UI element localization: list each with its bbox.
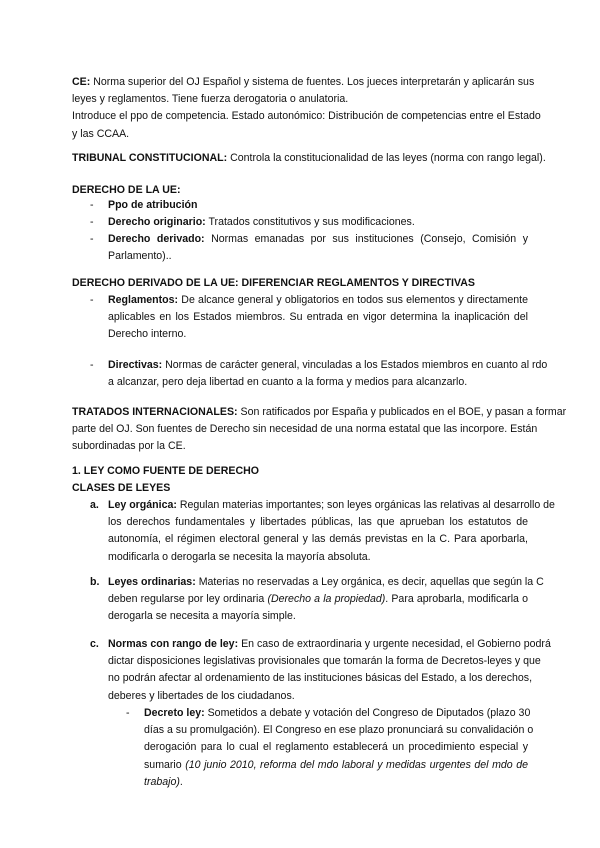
rango-marker: c. [90, 638, 99, 650]
tc-text: Controla la constitucionalidad de las leyes (norma con rango legal). [230, 152, 546, 164]
tratados-paragraph [72, 404, 567, 456]
ue-item-3-line-1: Normas emanadas por sus instituciones (Consejo, Comisión y [211, 233, 528, 245]
directivas-line-2: a alcanzar, pero deja libertad en cuanto a la forma y medios para alcanzarlo. [108, 376, 468, 389]
decreto-item [144, 705, 534, 791]
directivas-label: Directivas: [108, 359, 163, 371]
ordinarias-line-2a: deben regularse por ley ordinaria [108, 593, 265, 606]
ordinarias-line-3: derogarla se necesita a mayoría simple. [108, 610, 296, 623]
ordinarias-item [108, 574, 544, 626]
reglamentos-bullet: - [90, 294, 94, 306]
tc-label: TRIBUNAL CONSTITUCIONAL: [72, 152, 228, 164]
organica-line-4: modificarla o derogarla se necesita la mayoría absoluta. [108, 550, 371, 563]
ce-line-1: Norma superior del OJ Español y sistema de fuentes. Los jueces interpretarán y aplicarán sus [93, 76, 535, 88]
ordinarias-line-2b: . Para aprobarla, modificarla o [385, 593, 528, 606]
decreto-label: Decreto ley: [144, 707, 205, 719]
ue-heading: DERECHO DE LA UE: [72, 184, 181, 196]
rango-line-3: no podrán afectar al ordenamiento de las instituciones básicas del Estado, a los derechos, [108, 672, 533, 685]
decreto-line-5-italic: trabajo) [144, 775, 180, 788]
tratados-label: TRATADOS INTERNACIONALES: [72, 406, 238, 418]
organica-line-2: los derechos fundamentales y libertades públicas, las que aprueban los estatutos de [108, 516, 528, 529]
ue-item-1: Ppo de atribución [108, 199, 198, 211]
tratados-line-1: Son ratificados por España y publicados en el BOE, y pasan a formar [240, 406, 567, 418]
ley-heading: 1. LEY COMO FUENTE DE DERECHO [72, 465, 259, 477]
ce-line-2: leyes y reglamentos. Tiene fuerza derogatoria o anulatoria. [72, 93, 349, 106]
directivas-item [108, 357, 548, 391]
decreto-line-3: derogación para lo cual el reglamento establecerá un procedimiento especial y [144, 741, 528, 754]
reglamentos-line-1: De alcance general y obligatorios en todos sus elementos y directamente [181, 294, 528, 306]
derivado-heading: DERECHO DERIVADO DE LA UE: DIFERENCIAR REGLAMENTOS Y DIRECTIVAS [72, 277, 475, 289]
ue-bullet-1: - [90, 199, 94, 211]
reglamentos-line-3: Derecho interno. [108, 328, 187, 341]
organica-marker: a. [90, 499, 99, 511]
ue-item-3-label: Derecho derivado: [108, 233, 205, 245]
organica-line-3: autonomía, el régimen electoral general y las demás previstas en la C. Para aporbarla, [108, 533, 528, 546]
rango-line-1: En caso de extraordinaria y urgente necesidad, el Gobierno podrá [241, 638, 551, 650]
decreto-line-2: días a su promulgación). El Congreso en ese plazo pronunciará su convalidación o [144, 724, 534, 737]
ordinarias-line-1: Materias no reservadas a Ley orgánica, es decir, aquellas que según la C [198, 576, 544, 588]
clases-heading: CLASES DE LEYES [72, 482, 171, 494]
ue-bullet-3: - [90, 233, 94, 245]
ue-item-3-line-2: Parlamento).. [108, 250, 172, 263]
ce-line-3: Introduce el ppo de competencia. Estado autonómico: Distribución de competencias entre el Estado [72, 110, 541, 123]
decreto-bullet: - [126, 707, 130, 719]
reglamentos-label: Reglamentos: [108, 294, 179, 306]
ce-paragraph [72, 74, 541, 143]
ue-item-3 [108, 231, 528, 265]
organica-line-1: Regulan materias importantes; son leyes orgánicas las relativas al desarrollo de [179, 499, 555, 511]
decreto-line-4-italic: (10 junio 2010, reforma del mdo laboral y medidas urgentes del mdo de [185, 758, 528, 771]
ce-label: CE: [72, 76, 91, 88]
ordinarias-label: Leyes ordinarias: [108, 576, 196, 588]
ue-item-2 [108, 214, 528, 231]
reglamentos-item [108, 292, 528, 344]
tc-paragraph [72, 150, 546, 167]
ce-line-4: y las CCAA. [72, 127, 130, 140]
rango-label: Normas con rango de ley: [108, 638, 239, 650]
decreto-line-5b: . [179, 775, 183, 788]
organica-label: Ley orgánica: [108, 499, 177, 511]
directivas-bullet: - [90, 359, 94, 371]
organica-item [108, 497, 555, 566]
directivas-line-1: Normas de carácter general, vinculadas a los Estados miembros en cuanto al rdo [165, 359, 548, 371]
decreto-line-1: Sometidos a debate y votación del Congreso de Diputados (plazo 30 [207, 707, 531, 719]
ordinarias-marker: b. [90, 576, 100, 588]
ue-bullet-2: - [90, 216, 94, 228]
ue-item-2-text: Tratados constitutivos y sus modificaciones. [208, 216, 415, 228]
decreto-line-4a: sumario [144, 758, 182, 771]
ordinarias-line-2-italic: (Derecho a la propiedad) [267, 593, 386, 606]
rango-line-4: deberes y libertades de los ciudadanos. [108, 689, 295, 702]
ue-item-2-label: Derecho originario: [108, 216, 206, 228]
tratados-line-3: subordinadas por la CE. [72, 440, 186, 453]
tratados-line-2: parte del OJ. Son fuentes de Derecho sin necesidad de una norma estatal que las incorpore. Están [72, 423, 538, 436]
reglamentos-line-2: aplicables en los Estados miembros. Su entrada en vigor determina la inaplicación del [108, 311, 528, 324]
rango-item [108, 636, 551, 705]
rango-line-2: dictar disposiciones legislativas provisionales que tomarán la forma de Decretos-leyes y que [108, 655, 541, 668]
